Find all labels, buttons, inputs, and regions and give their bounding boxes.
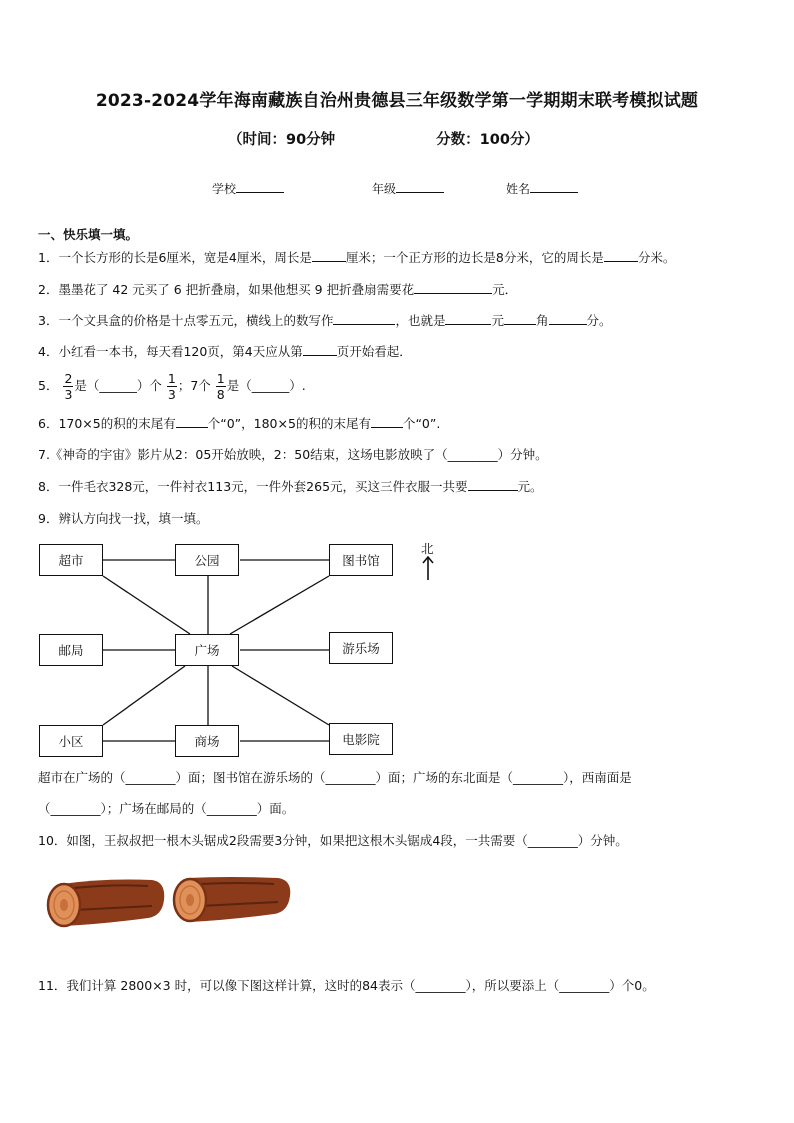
- school-label: 学校: [212, 182, 237, 196]
- question-5: 5． $\frac{2}{3}$ 是（______）个 $\frac{1}{3}$ ；7个 $\frac{1}{8}$ 是（______）.: [38, 371, 306, 402]
- fraction: $\frac{1}{3}$: [167, 371, 176, 402]
- section-heading: 一、快乐填一填。: [38, 227, 139, 242]
- question-7: 7.《神奇的宇宙》影片从2：05开始放映，2：50结束，这场电影放映了（________）分钟。: [38, 447, 548, 462]
- name-label: 姓名: [506, 182, 531, 196]
- north-arrow-icon: [421, 555, 435, 581]
- north-label: 北: [421, 541, 434, 556]
- grade-label: 年级: [372, 182, 397, 196]
- question-4: 4．小红看一本书，每天看120页，第4天应从第 页开始看起．: [38, 344, 412, 359]
- place-community: 小区: [39, 725, 103, 757]
- question-9-line-2: （________）；广场在邮局的（________）面。: [38, 801, 295, 816]
- question-9-line-1: 超市在广场的（________）面；图书馆在游乐场的（________）面；广场的东北面是（________），西南面是: [38, 770, 632, 785]
- fraction: $\frac{2}{3}$: [64, 371, 73, 402]
- exam-title: 2023-2024学年海南藏族自治州贵德县三年级数学第一学期期末联考模拟试题: [95, 91, 699, 111]
- score-label: 分数：100分）: [436, 132, 539, 148]
- place-mall: 商场: [175, 725, 239, 757]
- question-3: 3．一个文具盒的价格是十点零五元，横线上的数写作 ，也就是 元 角 分。: [38, 313, 612, 328]
- place-cinema: 电影院: [329, 723, 393, 755]
- question-10: 10．如图，王叔叔把一根木头锯成2段需要3分钟，如果把这根木头锯成4段，一共需要（________）分钟。: [38, 833, 628, 848]
- question-2: 2．墨墨花了 42 元买了 6 把折叠扇，如果他想买 9 把折叠扇需要花 元．: [38, 282, 518, 297]
- question-8: 8．一件毛衣328元，一件衬衣113元，一件外套265元，买这三件衣服一共要 元。: [38, 479, 543, 494]
- log-image: [170, 872, 294, 930]
- place-supermarket: 超市: [39, 544, 103, 576]
- question-1: 1．一个长方形的长是6厘米，宽是4厘米，周长是 厘米；一个正方形的边长是8分米，它的周长是 分米。: [38, 250, 676, 265]
- question-11: 11．我们计算 2800×3 时，可以像下图这样计算，这时的84表示（________），所以要添上（________）个0。: [38, 978, 655, 993]
- question-6: 6．170×5的积的末尾有 个“0”，180×5的积的末尾有 个“0”.: [38, 416, 441, 431]
- place-post-office: 邮局: [39, 634, 103, 666]
- fraction: $\frac{1}{8}$: [216, 371, 225, 402]
- place-square: 广场: [175, 634, 239, 666]
- log-image: [44, 872, 168, 930]
- place-library: 图书馆: [329, 544, 393, 576]
- place-park: 公园: [175, 544, 239, 576]
- time-label: （时间：90分钟: [228, 132, 336, 148]
- place-amusement-park: 游乐场: [329, 632, 393, 664]
- question-9: 9．辨认方向找一找，填一填。: [38, 511, 209, 526]
